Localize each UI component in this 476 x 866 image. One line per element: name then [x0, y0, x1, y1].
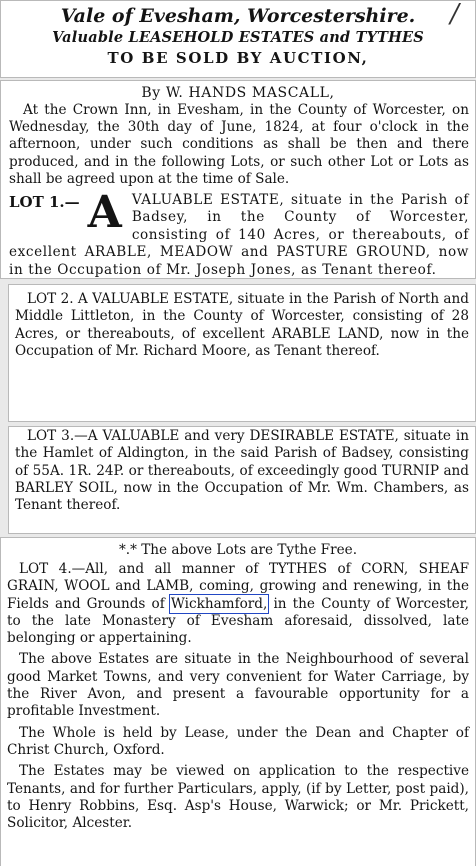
lot-4-text-start: LOT 4.—All, and all manner of TYTHES of CORN, SHEAF GRAIN, WOOL and LAMB, coming, growing and renewing, in the Fields and Grounds of: [7, 561, 469, 612]
lot-4-text-end: in the County of Worcester, to the late Monastery of Evesham aforesaid, dissolved, late belonging or appertaining.: [7, 595, 469, 647]
lot-2-clipping: [8, 284, 476, 422]
margin-mark: /: [450, 0, 459, 29]
closing-paragraph-contact: The Estates may be viewed on application to the respective Tenants, and for further Particulars, apply, (if by Letter, post paid), to Henry Robbins, Esq. Asp's House, Warwick; or Mr. Prickett, Solicitor, Alcester.: [7, 763, 469, 832]
header-clipping: [0, 0, 476, 78]
advert-tagline: TO BE SOLD BY AUCTION,: [107, 49, 369, 67]
advert-subtitle: Valuable LEASEHOLD ESTATES and TYTHES: [52, 29, 424, 46]
lot-1-label: LOT 1.—: [9, 193, 80, 212]
lot-1: [9, 187, 469, 279]
lot-3-text: LOT 3.—A VALUABLE and very DESIRABLE ESTATE, situate in the Hamlet of Aldington, in the said Parish of Badsey, consisting of 55A. 1R. 24P. or thereabouts, of exceedingly good TURNIP and BARLEY SOIL, now in the Occupation of Mr. Wm. Chambers, as Tenant thereof.: [15, 428, 469, 514]
auction-details: At the Crown Inn, in Evesham, in the County of Worcester, on Wednesday, the 30th day of June, 1824, at four o'clock in the afternoon, under such conditions as shall be then and there produced, and in the following Lots, or such other Lot or Lots as shall be agreed upon at the time of Sale.: [9, 102, 469, 187]
lot-3-clipping: [8, 426, 476, 534]
auctioneer-line: By W. HANDS MASCALL,: [141, 85, 335, 101]
closing-paragraph-location: The above Estates are situate in the Neighbourhood of several good Market Towns, and very convenient for Water Carriage, by the River Avon, and present a favourable opportunity for a profitable Investment.: [7, 651, 469, 720]
lot-4-clipping: [0, 537, 476, 866]
auction-clipping: [0, 80, 476, 279]
closing-paragraph-lease: The Whole is held by Lease, under the Dean and Chapter of Christ Church, Oxford.: [7, 724, 469, 758]
tythe-free-notice: *.* The above Lots are Tythe Free.: [118, 542, 358, 558]
lot-1-dropcap: A: [87, 187, 122, 239]
lot-4-text: [7, 561, 469, 647]
advert-title: Vale of Evesham, Worcestershire.: [60, 5, 416, 27]
lot-1-text: VALUABLE ESTATE, situate in the Parish of Badsey, in the County of Worcester, consisting of 140 Acres, or thereabouts, of excellent ARABLE, MEADOW and PASTURE GROUND, now in the Occupation of Mr. Joseph Jones, as Tenant thereof.: [9, 192, 469, 278]
highlighted-place-name: Wickhamford,: [170, 595, 268, 612]
lot-2-text: LOT 2. A VALUABLE ESTATE, situate in the Parish of North and Middle Littleton, in the County of Worcester, consisting of 28 Acres, or thereabouts, of excellent ARABLE LAND, now in the Occupation of Mr. Richard Moore, as Tenant thereof.: [15, 291, 469, 359]
